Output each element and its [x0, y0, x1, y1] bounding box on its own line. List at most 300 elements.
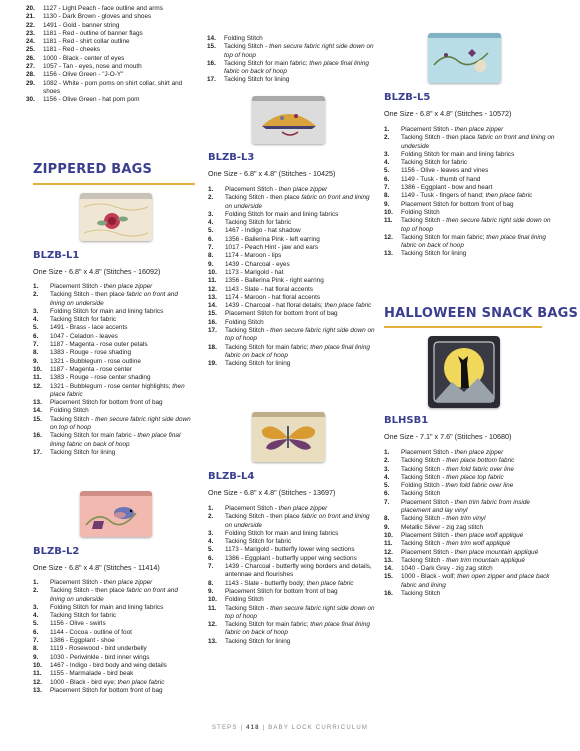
bag-hsb1-step-list — [384, 449, 558, 598]
step-number: 6. — [208, 235, 214, 243]
step-text: 1439 - Charcoal - hat floral details; — [225, 302, 325, 310]
step-text: Placement Stitch for bottom front of bag — [225, 310, 338, 318]
step-number: 8. — [33, 349, 39, 357]
footer-separator: | — [262, 725, 269, 731]
section-divider — [33, 183, 195, 185]
step-number: 10. — [208, 268, 217, 276]
step-text: Tacking Stitch for fabric — [50, 612, 117, 620]
step-text: Folding Stitch — [401, 208, 440, 216]
step-instruction: then fold fabric over line — [446, 465, 514, 473]
step-number: 8. — [384, 515, 390, 523]
step-item — [33, 358, 193, 366]
step-instruction: then secure fabric right side down on top of hoop — [401, 217, 551, 233]
step-number: 9. — [384, 523, 390, 531]
step-number: 30. — [26, 96, 35, 104]
step-number: 21. — [26, 13, 35, 21]
step-item — [33, 662, 193, 670]
step-text: Tacking Stitch for lining — [401, 250, 467, 258]
step-number: 9. — [33, 653, 39, 661]
step-text: Placement Stitch for bottom front of bag — [401, 200, 514, 208]
step-text: Tacking Stitch - — [401, 217, 447, 225]
step-item — [208, 236, 378, 244]
step-text: Tacking Stitch - then place — [401, 134, 478, 142]
step-item — [33, 407, 193, 415]
step-number: 11. — [208, 277, 217, 285]
step-item — [208, 588, 378, 596]
step-item — [384, 457, 558, 465]
step-item — [26, 38, 198, 46]
step-text: 1000 - Black - center of eyes — [43, 54, 125, 62]
step-text: Tacking Stitch - — [401, 540, 447, 548]
step-text: Folding Stitch for main and lining fabrics — [50, 603, 164, 611]
step-item — [208, 513, 378, 530]
step-item — [208, 344, 378, 361]
step-number: 11. — [208, 604, 217, 612]
step-item — [33, 333, 193, 341]
step-text: 1386 - Eggplant - bow and heart — [401, 184, 493, 192]
step-text: Folding Stitch — [224, 35, 263, 42]
step-number: 6. — [384, 490, 390, 498]
step-number: 6. — [384, 175, 390, 183]
bag-l5-size: One Size - 6.8" x 4.8" (Stitches - 10572) — [384, 109, 512, 118]
step-item — [208, 211, 378, 219]
step-number: 12. — [33, 382, 42, 390]
step-item — [384, 167, 558, 175]
step-text: Tacking Stitch - — [401, 465, 447, 473]
step-instruction: then secure fabric right side down on top of hoop — [50, 415, 191, 432]
step-number: 1. — [384, 126, 390, 133]
step-instruction: then place mountain appliqué — [454, 548, 539, 556]
step-number: 24. — [26, 38, 35, 46]
step-text: Folding Stitch — [50, 407, 89, 415]
step-item — [33, 291, 193, 308]
step-text: 1143 - Slate - butterfly body; — [225, 579, 307, 587]
step-text: Tacking Stitch for lining — [224, 76, 290, 84]
step-instruction: then place zipper — [103, 283, 153, 290]
step-number: 5. — [33, 324, 39, 332]
step-number: 28. — [26, 71, 35, 79]
step-text: 1156 - Olive - leaves and vines — [401, 167, 489, 175]
step-item — [384, 209, 558, 217]
step-number: 15. — [384, 573, 393, 581]
step-text: Folding Stitch — [225, 318, 264, 326]
step-instruction: then open zipper and place back fabric and lining — [401, 573, 550, 589]
step-item — [33, 670, 193, 678]
step-number: 1. — [208, 505, 214, 512]
intro-step-list — [26, 5, 198, 105]
step-text: 1174 - Maroon - lips — [225, 252, 282, 260]
step-item — [208, 638, 378, 646]
step-text: 1119 - Rosewood - bird underbelly — [50, 645, 147, 653]
step-instruction: then place bottom fabric — [446, 457, 515, 465]
step-text: Placement Stitch for bottom front of bag — [225, 587, 338, 595]
step-instruction: fabric on front and lining on underside — [50, 291, 178, 307]
step-item — [33, 349, 193, 357]
step-instruction: then place fabric — [50, 382, 185, 398]
step-item — [33, 629, 193, 637]
step-item — [208, 580, 378, 588]
step-text: Tacking Stitch - — [50, 415, 96, 423]
step-item — [33, 316, 193, 324]
step-text: 1356 - Ballerina Pink - left earring — [225, 235, 320, 243]
step-text: 1181 - Red - shirt collar outline — [43, 38, 130, 46]
step-number: 17. — [33, 448, 42, 456]
bag-l1-image — [80, 193, 152, 241]
step-item — [33, 687, 193, 695]
step-item — [384, 176, 558, 184]
step-item — [384, 540, 558, 548]
step-number: 12. — [33, 678, 42, 686]
step-text: Tacking Stitch - — [401, 457, 447, 465]
step-number: 15. — [33, 415, 42, 423]
section-divider-halloween — [384, 326, 542, 328]
step-item — [384, 557, 558, 565]
step-item — [208, 555, 378, 563]
step-number: 10. — [384, 208, 393, 216]
step-number: 9. — [384, 200, 390, 208]
step-item — [208, 277, 378, 285]
step-item — [208, 244, 378, 252]
step-text: Tacking Stitch for main fabric; — [401, 233, 487, 241]
step-item — [208, 261, 378, 269]
step-number: 9. — [33, 357, 39, 365]
step-text: Tacking Stitch for fabric — [225, 538, 292, 546]
step-text: 1173 - Marigold - hat — [225, 268, 284, 276]
step-text: 1144 - Cocoa - outline of foot — [50, 628, 132, 636]
step-number: 1. — [384, 449, 390, 456]
page-number: 418 — [246, 725, 260, 731]
step-text: 1082 - White - pom poms on shirt collar, shirt and shoes — [43, 79, 183, 95]
step-text: 1491 - Brass - lace accents — [50, 324, 128, 332]
step-item — [26, 22, 198, 30]
bag-l3-code: BLZB-L3 — [208, 152, 255, 163]
step-item — [384, 201, 558, 209]
step-item — [33, 620, 193, 628]
step-number: 14. — [33, 407, 42, 415]
step-instruction: fabric on front and lining on underside — [225, 194, 370, 210]
step-text: Tacking Stitch for main fabric; — [225, 621, 311, 629]
step-number: 13. — [33, 686, 42, 694]
step-number: 5. — [208, 546, 214, 554]
step-instruction: then secure fabric right side down on top of hoop — [225, 604, 375, 620]
step-item — [208, 269, 378, 277]
step-item — [33, 604, 193, 612]
step-text: 1156 - Olive - swirls — [50, 620, 106, 628]
step-item — [207, 35, 379, 43]
step-item — [208, 194, 378, 211]
step-number: 7. — [208, 563, 214, 571]
step-item — [384, 134, 558, 151]
step-instruction: then place zipper — [278, 505, 328, 512]
step-text: Placement Stitch - — [225, 505, 279, 512]
footer-right-text: BABY LOCK CURRICULUM — [268, 725, 369, 731]
step-text: 1187 - Magenta - rose center — [50, 365, 132, 373]
step-text: Tacking Stitch for fabric — [401, 159, 468, 167]
step-number: 13. — [384, 556, 393, 564]
step-number: 11. — [33, 670, 42, 678]
step-number: 6. — [33, 628, 39, 636]
step-text: Tacking Stitch - — [225, 604, 271, 612]
step-number: 19. — [208, 360, 217, 368]
step-text: 1156 - Olive Green - hat pom pom — [43, 96, 140, 104]
step-number: 17. — [207, 76, 216, 84]
step-number: 29. — [26, 79, 35, 87]
step-instruction: then place fabric — [306, 579, 354, 587]
step-number: 10. — [384, 531, 393, 539]
step-instruction: then place final lining fabric on back of hoop — [50, 432, 181, 448]
step-number: 22. — [26, 21, 35, 29]
step-number: 4. — [33, 316, 39, 324]
step-text: Tacking Stitch — [401, 590, 441, 598]
step-item — [208, 605, 378, 622]
step-item — [384, 151, 558, 159]
step-text: Tacking Stitch - — [224, 43, 270, 51]
step-number: 12. — [208, 621, 217, 629]
step-item — [33, 645, 193, 653]
step-item — [26, 13, 198, 21]
step-text: 1386 - Eggplant - shoe — [50, 637, 115, 645]
step-number: 26. — [26, 54, 35, 62]
bag-l2-code: BLZB-L2 — [33, 546, 80, 557]
step-number: 3. — [208, 529, 214, 537]
step-number: 4. — [384, 473, 390, 481]
step-item — [26, 55, 198, 63]
step-text: 1017 - Peach Hint - jaw and ears — [225, 244, 319, 252]
step-text: 1439 - Charcoal - butterfly wing borders and details, antennae and flourishes — [225, 563, 372, 579]
step-item — [208, 621, 378, 638]
footer-left-text: STEPS — [211, 725, 238, 731]
step-number: 11. — [33, 374, 42, 382]
step-number: 2. — [208, 194, 214, 202]
step-item — [33, 432, 193, 449]
step-text: 1181 - Red - outline of banner flags — [43, 29, 143, 37]
step-text: Placement Stitch - — [401, 498, 455, 506]
step-instruction: then place zipper — [278, 186, 328, 193]
step-item — [33, 374, 193, 382]
step-text: 1155 - Marmalade - bird beak — [50, 670, 134, 678]
step-text: Folding Stitch for main and lining fabrics — [225, 529, 339, 537]
step-number: 20. — [26, 5, 35, 12]
step-item — [207, 76, 379, 84]
step-text: 1030 - Periwinkle - bird inner wings — [50, 653, 150, 661]
bag-l5-step-list — [384, 126, 558, 259]
step-item — [208, 302, 378, 310]
step-item — [208, 186, 378, 194]
step-item — [384, 159, 558, 167]
step-number: 13. — [208, 293, 217, 301]
step-instruction: then trim fabric from inside placement and lay vinyl — [401, 498, 530, 515]
step-text: Tacking Stitch - — [401, 473, 447, 481]
step-text: Tacking Stitch - — [401, 556, 447, 564]
step-number: 7. — [33, 637, 39, 645]
step-text: Placement Stitch - — [401, 126, 455, 133]
step-item — [208, 596, 378, 604]
step-item — [33, 416, 193, 433]
step-text: Metallic Silver - zig zag stitch — [401, 523, 484, 531]
step-item — [33, 383, 193, 400]
step-item — [207, 43, 379, 60]
step-number: 9. — [208, 260, 214, 268]
step-item — [33, 324, 193, 332]
step-text: 1174 - Maroon - hat floral accents — [225, 293, 321, 301]
step-item — [208, 538, 378, 546]
step-number: 2. — [33, 291, 39, 299]
step-item — [33, 612, 193, 620]
step-text: Tacking Stitch for main fabric - — [50, 432, 138, 440]
footer-separator: | — [240, 725, 247, 731]
step-instruction: then place top fabric — [446, 473, 504, 481]
step-item — [384, 549, 558, 557]
step-text: 1467 - Indigo - hat shadow — [225, 227, 301, 235]
step-item — [33, 679, 193, 687]
step-number: 3. — [384, 465, 390, 473]
step-item — [26, 96, 198, 104]
step-number: 25. — [26, 46, 35, 54]
step-item — [26, 63, 198, 71]
step-item — [208, 252, 378, 260]
step-number: 4. — [208, 219, 214, 227]
step-text: 1321 - Bubblegum - rose outline — [50, 357, 141, 365]
step-instruction: then place zipper — [454, 126, 504, 133]
step-text: Tacking Stitch for main fabric; — [224, 59, 310, 67]
step-item — [208, 310, 378, 318]
step-number: 16. — [384, 590, 393, 598]
step-instruction: then place final lining fabric on back of hoop — [225, 621, 370, 637]
step-item — [26, 46, 198, 54]
step-text: 1127 - Light Peach - face outline and arms — [43, 5, 163, 12]
step-number: 4. — [33, 612, 39, 620]
step-text: Tacking Stitch for lining — [225, 637, 291, 645]
step-number: 16. — [33, 432, 42, 440]
bag-hsb1-image — [428, 336, 500, 408]
step-text: Placement Stitch for bottom front of bag — [50, 686, 163, 694]
step-number: 16. — [207, 59, 216, 67]
step-instruction: then place final lining fabric on back of hoop — [225, 343, 370, 359]
step-text: Tacking Stitch - then place — [225, 513, 302, 521]
bag-l3-size: One Size - 6.8" x 4.8" (Stitches - 10425) — [208, 169, 336, 178]
bag-l1-step-list — [33, 283, 193, 457]
step-item — [384, 532, 558, 540]
step-instruction: then secure fabric right side down on top of hoop — [224, 43, 374, 59]
step-text: 1383 - Rouge - rose center shading — [50, 374, 151, 382]
step-item — [384, 499, 558, 516]
step-item — [208, 294, 378, 302]
section-title-zippered-bags: ZIPPERED BAGS — [33, 162, 153, 177]
bag-l1-code: BLZB-L1 — [33, 250, 80, 261]
step-text: Folding Stitch for main and lining fabrics — [401, 150, 515, 158]
step-number: 3. — [33, 603, 39, 611]
step-text: Folding Stitch for main and lining fabrics — [225, 210, 339, 218]
step-item — [384, 250, 558, 258]
bag-l5-image — [428, 33, 501, 83]
step-item — [384, 524, 558, 532]
step-text: 1047 - Celadon - leaves — [50, 332, 118, 340]
step-number: 17. — [208, 327, 217, 335]
step-item — [384, 192, 558, 200]
step-item — [33, 637, 193, 645]
step-item — [26, 5, 198, 13]
step-item — [384, 482, 558, 490]
step-item — [207, 60, 379, 77]
step-item — [33, 654, 193, 662]
step-item — [33, 449, 193, 457]
step-text: Tacking Stitch for fabric — [225, 219, 292, 227]
step-number: 15. — [208, 310, 217, 318]
step-text: Tacking Stitch - then place — [50, 291, 127, 299]
step-text: Folding Stitch for main and lining fabrics — [50, 307, 164, 315]
step-text: Placement Stitch - — [50, 283, 104, 290]
bag-l3-image — [252, 96, 325, 144]
step-text: 1173 - Marigold - butterfly lower wing sections — [225, 546, 355, 554]
step-instruction: then trim wolf appliqué — [446, 540, 511, 548]
step-item — [33, 366, 193, 374]
step-item — [208, 219, 378, 227]
bag-l4-step-list — [208, 505, 378, 646]
step-text: Placement Stitch - — [401, 531, 455, 539]
section-title-halloween-snack-bags: HALLOWEEN SNACK BAGS — [384, 306, 579, 321]
step-text: Tacking Stitch - then place — [50, 587, 127, 595]
step-number: 14. — [384, 565, 393, 573]
step-number: 1. — [33, 579, 39, 586]
step-number: 27. — [26, 63, 35, 71]
step-item — [384, 217, 558, 234]
step-text: 1467 - Indigo - bird body and wing details — [50, 661, 167, 669]
step-number: 2. — [33, 587, 39, 595]
step-text: Tacking Stitch for lining — [50, 448, 116, 456]
step-number: 5. — [208, 227, 214, 235]
step-number: 2. — [384, 134, 390, 142]
step-text: Tacking Stitch - — [225, 327, 271, 335]
step-number: 5. — [384, 482, 390, 490]
step-instruction: then place fabric — [324, 302, 372, 310]
step-text: 1143 - Slate - hat floral accents — [225, 285, 313, 293]
bag-hsb1-code: BLHSB1 — [384, 415, 429, 426]
step-item — [384, 490, 558, 498]
step-item — [384, 184, 558, 192]
step-item — [384, 515, 558, 523]
step-number: 5. — [33, 620, 39, 628]
step-instruction: then trim mountain appliqué — [446, 556, 525, 564]
step-item — [26, 30, 198, 38]
step-item — [26, 71, 198, 79]
step-item — [26, 80, 198, 97]
step-instruction: then place wolf appliqué — [454, 531, 524, 539]
step-number: 5. — [384, 167, 390, 175]
step-text: 1386 - Eggplant - butterfly upper wing sections — [225, 554, 357, 562]
step-text: Tacking Stitch for main fabric; — [225, 343, 311, 351]
bag-l4-code: BLZB-L4 — [208, 471, 255, 482]
step-instruction: fabric on front and lining on underside — [225, 513, 370, 529]
step-item — [208, 530, 378, 538]
step-text: Tacking Stitch - then place — [225, 194, 302, 202]
step-item — [208, 546, 378, 554]
step-number: 9. — [208, 587, 214, 595]
step-instruction: then secure fabric right side down on top of hoop — [225, 327, 375, 343]
step-number: 11. — [384, 217, 393, 225]
step-number: 15. — [207, 43, 216, 51]
step-item — [33, 579, 193, 587]
step-instruction: then place zipper — [454, 449, 504, 456]
step-instruction: then place fabric — [117, 678, 165, 686]
step-text: Tacking Stitch for lining — [225, 360, 291, 368]
step-text: 1321 - Bubblegum - rose center highlights; — [50, 382, 173, 390]
step-number: 10. — [33, 661, 42, 669]
step-number: 7. — [384, 184, 390, 192]
step-text: Placement Stitch - — [50, 579, 104, 586]
step-number: 13. — [384, 250, 393, 258]
bag-l3-step-list — [208, 186, 378, 369]
step-number: 2. — [384, 457, 390, 465]
